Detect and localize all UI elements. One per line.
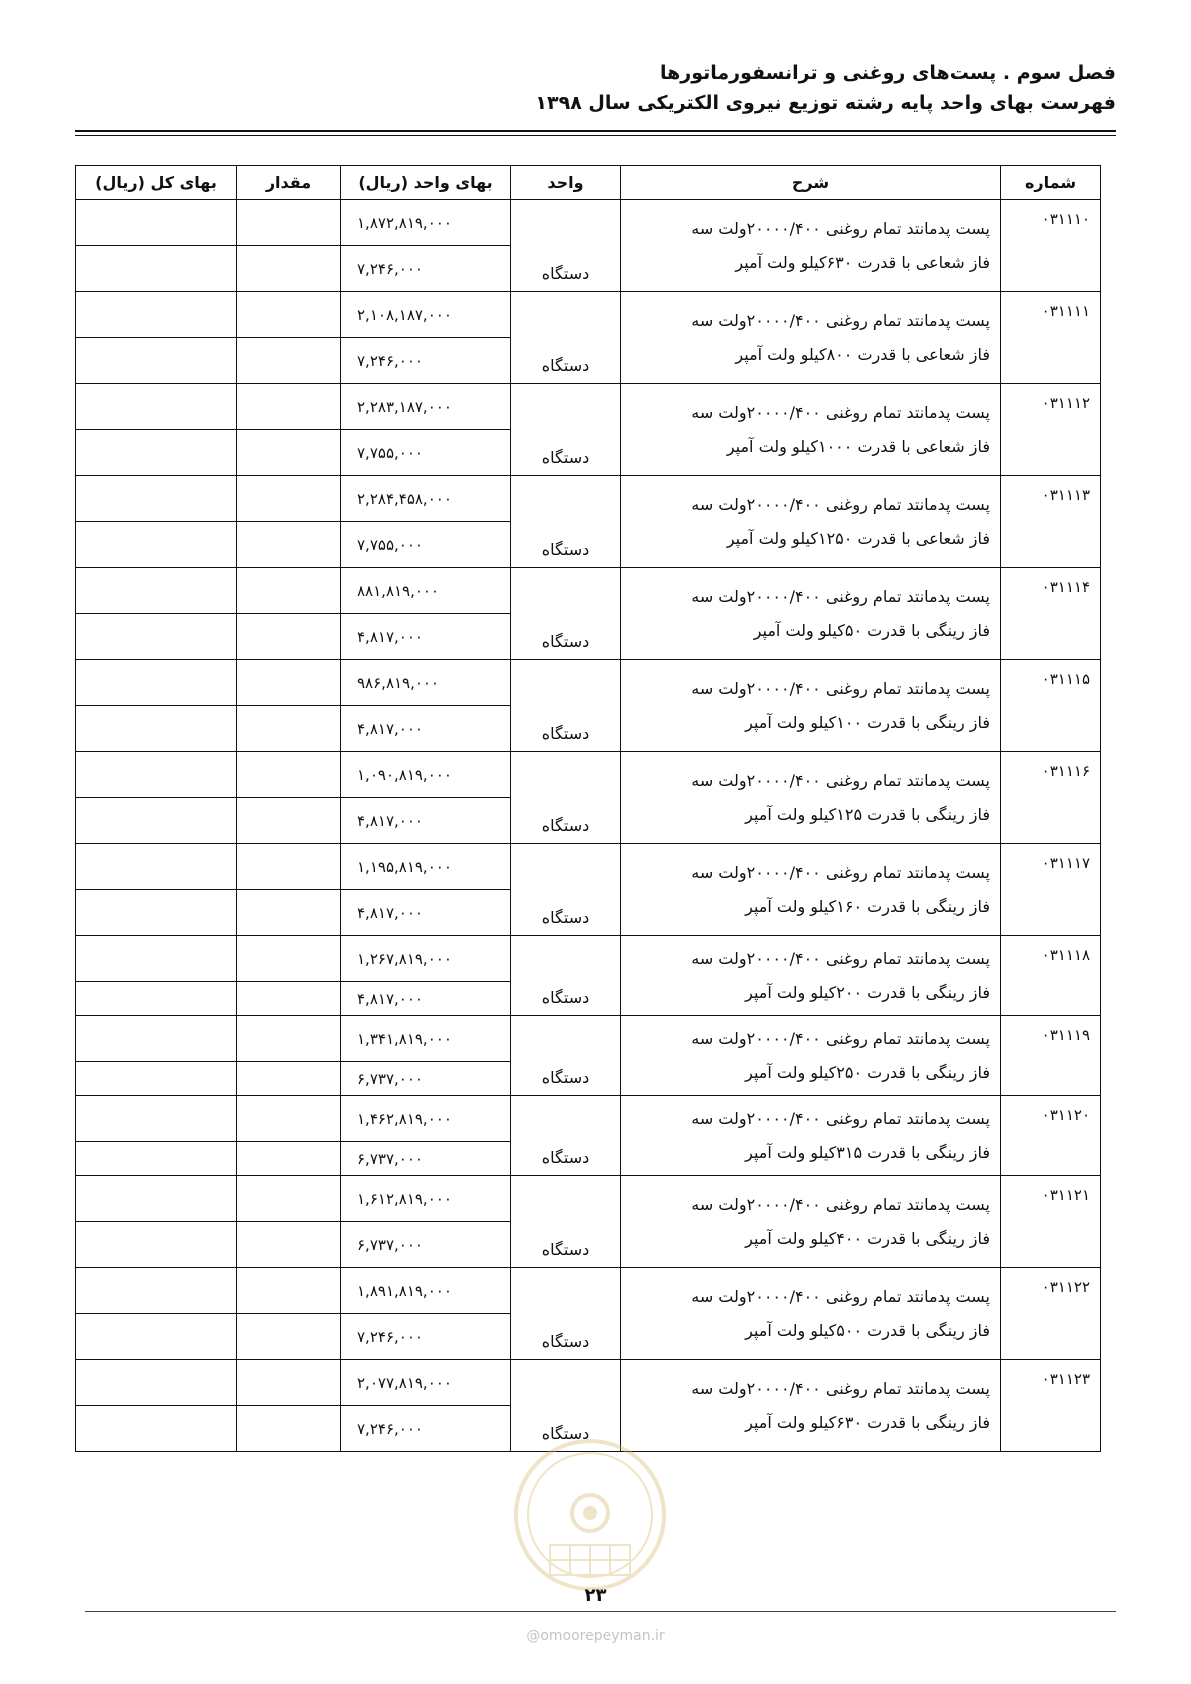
- table-row: [76, 752, 1101, 798]
- footer-rule: [85, 1611, 1116, 1612]
- table-row: [76, 660, 1101, 706]
- item-quantity-cell: [237, 1142, 341, 1176]
- item-unit-price-primary: ۱,۰۹۰,۸۱۹,۰۰۰: [341, 752, 511, 798]
- item-unit-price-secondary: ۷,۲۴۶,۰۰۰: [341, 1406, 511, 1452]
- item-description-line1: پست پدمانتد تمام روغنی ۲۰۰۰۰/۴۰۰ولت سه: [691, 1028, 990, 1048]
- item-description-line1: پست پدمانتد تمام روغنی ۲۰۰۰۰/۴۰۰ولت سه: [691, 402, 990, 422]
- item-unit-price-primary: ۹۸۶,۸۱۹,۰۰۰: [341, 660, 511, 706]
- item-total-cell: [76, 200, 237, 246]
- item-unit-price-secondary: ۴,۸۱۷,۰۰۰: [341, 798, 511, 844]
- item-description-line2: فاز رینگی با قدرت ۴۰۰کیلو ولت آمپر: [745, 1228, 990, 1248]
- item-unit-price-primary: ۱,۶۱۲,۸۱۹,۰۰۰: [341, 1176, 511, 1222]
- item-description-line2: فاز رینگی با قدرت ۱۰۰کیلو ولت آمپر: [745, 712, 990, 732]
- item-total-cell: [76, 1062, 237, 1096]
- item-unit-price-secondary: ۴,۸۱۷,۰۰۰: [341, 706, 511, 752]
- table-row: [76, 1176, 1101, 1222]
- table-row: [76, 844, 1101, 890]
- item-code: ۰۳۱۱۱۸: [1001, 936, 1101, 1016]
- page-header: [75, 58, 1116, 118]
- item-unit-price-primary: ۸۸۱,۸۱۹,۰۰۰: [341, 568, 511, 614]
- item-code: ۰۳۱۱۱۳: [1001, 476, 1101, 568]
- item-description-line2: فاز رینگی با قدرت ۵۰۰کیلو ولت آمپر: [745, 1320, 990, 1340]
- item-total-cell: [76, 844, 237, 890]
- item-description-line1: پست پدمانتد تمام روغنی ۲۰۰۰۰/۴۰۰ولت سه: [691, 586, 990, 606]
- item-description-line1: پست پدمانتد تمام روغنی ۲۰۰۰۰/۴۰۰ولت سه: [691, 948, 990, 968]
- item-total-cell: [76, 1268, 237, 1314]
- item-description-line2: فاز شعاعی با قدرت ۸۰۰کیلو ولت آمپر: [735, 344, 990, 364]
- item-unit-price-secondary: ۶,۷۳۷,۰۰۰: [341, 1062, 511, 1096]
- item-description-line2: فاز شعاعی با قدرت ۶۳۰کیلو ولت آمپر: [735, 252, 990, 272]
- column-header-quantity: مقدار: [237, 166, 341, 200]
- item-unit-price-secondary: ۴,۸۱۷,۰۰۰: [341, 982, 511, 1016]
- item-description: [621, 1096, 1001, 1176]
- item-code: ۰۳۱۱۱۴: [1001, 568, 1101, 660]
- item-total-cell: [76, 706, 237, 752]
- item-code: ۰۳۱۱۱۵: [1001, 660, 1101, 752]
- item-total-cell: [76, 982, 237, 1016]
- watermark-url: @omoorepeyman.ir: [526, 1628, 665, 1644]
- item-total-cell: [76, 798, 237, 844]
- item-description: [621, 568, 1001, 660]
- item-description-line2: فاز رینگی با قدرت ۵۰کیلو ولت آمپر: [753, 620, 990, 640]
- item-quantity-cell: [237, 430, 341, 476]
- item-unit: دستگاه: [511, 936, 621, 1016]
- item-quantity-cell: [237, 752, 341, 798]
- item-unit: دستگاه: [511, 568, 621, 660]
- item-unit-price-primary: ۱,۸۷۲,۸۱۹,۰۰۰: [341, 200, 511, 246]
- item-description-line2: فاز شعاعی با قدرت ۱۰۰۰کیلو ولت آمپر: [726, 436, 990, 456]
- item-description: [621, 476, 1001, 568]
- item-description: [621, 1016, 1001, 1096]
- item-total-cell: [76, 338, 237, 384]
- item-total-cell: [76, 1096, 237, 1142]
- item-total-cell: [76, 660, 237, 706]
- item-quantity-cell: [237, 798, 341, 844]
- page-number: ۲۳: [584, 1585, 607, 1606]
- item-unit: دستگاه: [511, 1176, 621, 1268]
- item-quantity-cell: [237, 890, 341, 936]
- price-list-table: [75, 165, 1101, 1452]
- item-description-line1: پست پدمانتد تمام روغنی ۲۰۰۰۰/۴۰۰ولت سه: [691, 678, 990, 698]
- column-header-unit: واحد: [511, 166, 621, 200]
- item-description-line1: پست پدمانتد تمام روغنی ۲۰۰۰۰/۴۰۰ولت سه: [691, 770, 990, 790]
- item-total-cell: [76, 890, 237, 936]
- item-code: ۰۳۱۱۱۰: [1001, 200, 1101, 292]
- item-description-line1: پست پدمانتد تمام روغنی ۲۰۰۰۰/۴۰۰ولت سه: [691, 1108, 990, 1128]
- table-row: [76, 1360, 1101, 1406]
- item-quantity-cell: [237, 1222, 341, 1268]
- item-code: ۰۳۱۱۲۲: [1001, 1268, 1101, 1360]
- item-description: [621, 936, 1001, 1016]
- item-unit-price-primary: ۱,۳۴۱,۸۱۹,۰۰۰: [341, 1016, 511, 1062]
- item-description-line1: پست پدمانتد تمام روغنی ۲۰۰۰۰/۴۰۰ولت سه: [691, 1286, 990, 1306]
- table-row: [76, 936, 1101, 982]
- item-total-cell: [76, 430, 237, 476]
- item-total-cell: [76, 568, 237, 614]
- item-unit-price-primary: ۲,۰۷۷,۸۱۹,۰۰۰: [341, 1360, 511, 1406]
- item-description: [621, 844, 1001, 936]
- document-subtitle: فهرست بهای واحد پایه رشته توزیع نیروی الکتریکی سال ۱۳۹۸: [535, 92, 1116, 114]
- item-code: ۰۳۱۱۱۹: [1001, 1016, 1101, 1096]
- item-total-cell: [76, 1222, 237, 1268]
- item-unit-price-primary: ۱,۱۹۵,۸۱۹,۰۰۰: [341, 844, 511, 890]
- item-description: [621, 1176, 1001, 1268]
- item-unit: دستگاه: [511, 292, 621, 384]
- item-unit-price-secondary: ۶,۷۳۷,۰۰۰: [341, 1222, 511, 1268]
- item-total-cell: [76, 1176, 237, 1222]
- item-quantity-cell: [237, 1176, 341, 1222]
- item-quantity-cell: [237, 246, 341, 292]
- item-unit-price-primary: ۱,۲۶۷,۸۱۹,۰۰۰: [341, 936, 511, 982]
- table-row: [76, 568, 1101, 614]
- item-quantity-cell: [237, 1062, 341, 1096]
- item-total-cell: [76, 1016, 237, 1062]
- item-unit-price-secondary: ۶,۷۳۷,۰۰۰: [341, 1142, 511, 1176]
- item-unit-price-secondary: ۴,۸۱۷,۰۰۰: [341, 614, 511, 660]
- item-unit: دستگاه: [511, 844, 621, 936]
- item-quantity-cell: [237, 1406, 341, 1452]
- table-row: [76, 1268, 1101, 1314]
- item-description-line2: فاز رینگی با قدرت ۶۳۰کیلو ولت آمپر: [745, 1412, 990, 1432]
- table-row: [76, 1016, 1101, 1062]
- item-code: ۰۳۱۱۱۱: [1001, 292, 1101, 384]
- item-unit: دستگاه: [511, 1016, 621, 1096]
- table-row: [76, 476, 1101, 522]
- item-unit-price-primary: ۱,۴۶۲,۸۱۹,۰۰۰: [341, 1096, 511, 1142]
- item-quantity-cell: [237, 1360, 341, 1406]
- item-quantity-cell: [237, 522, 341, 568]
- item-description: [621, 200, 1001, 292]
- item-quantity-cell: [237, 614, 341, 660]
- item-total-cell: [76, 1314, 237, 1360]
- item-total-cell: [76, 476, 237, 522]
- item-unit-price-secondary: ۷,۷۵۵,۰۰۰: [341, 430, 511, 476]
- item-quantity-cell: [237, 384, 341, 430]
- column-header-unit-price: بهای واحد (ریال): [341, 166, 511, 200]
- item-total-cell: [76, 614, 237, 660]
- item-unit: دستگاه: [511, 476, 621, 568]
- item-unit: دستگاه: [511, 1268, 621, 1360]
- item-unit: دستگاه: [511, 660, 621, 752]
- table-row: [76, 384, 1101, 430]
- item-description-line2: فاز شعاعی با قدرت ۱۲۵۰کیلو ولت آمپر: [726, 528, 990, 548]
- column-header-description: شرح: [621, 166, 1001, 200]
- item-description: [621, 752, 1001, 844]
- item-code: ۰۳۱۱۱۶: [1001, 752, 1101, 844]
- chapter-title: فصل سوم . پست‌های روغنی و ترانسفورماتورها: [659, 62, 1116, 84]
- item-quantity-cell: [237, 706, 341, 752]
- item-total-cell: [76, 292, 237, 338]
- item-description: [621, 1360, 1001, 1452]
- item-unit-price-primary: ۲,۲۸۴,۴۵۸,۰۰۰: [341, 476, 511, 522]
- item-unit-price-secondary: ۷,۷۵۵,۰۰۰: [341, 522, 511, 568]
- header-rule-thin: [75, 135, 1116, 136]
- item-quantity-cell: [237, 200, 341, 246]
- item-unit: دستگاه: [511, 384, 621, 476]
- table-body: [76, 200, 1101, 1452]
- column-header-code: شماره: [1001, 166, 1101, 200]
- item-unit: دستگاه: [511, 1096, 621, 1176]
- item-unit-price-secondary: ۴,۸۱۷,۰۰۰: [341, 890, 511, 936]
- item-total-cell: [76, 1360, 237, 1406]
- item-description: [621, 292, 1001, 384]
- item-unit-price-secondary: ۷,۲۴۶,۰۰۰: [341, 338, 511, 384]
- item-description: [621, 384, 1001, 476]
- item-total-cell: [76, 752, 237, 798]
- item-total-cell: [76, 246, 237, 292]
- item-total-cell: [76, 1406, 237, 1452]
- item-description-line1: پست پدمانتد تمام روغنی ۲۰۰۰۰/۴۰۰ولت سه: [691, 1194, 990, 1214]
- table-row: [76, 200, 1101, 246]
- table-row: [76, 292, 1101, 338]
- item-description-line1: پست پدمانتد تمام روغنی ۲۰۰۰۰/۴۰۰ولت سه: [691, 494, 990, 514]
- table-row: [76, 1096, 1101, 1142]
- item-description: [621, 1268, 1001, 1360]
- item-unit: دستگاه: [511, 752, 621, 844]
- item-unit: دستگاه: [511, 200, 621, 292]
- column-header-total-price: بهای کل (ریال): [76, 166, 237, 200]
- item-unit-price-primary: ۲,۱۰۸,۱۸۷,۰۰۰: [341, 292, 511, 338]
- item-code: ۰۳۱۱۲۱: [1001, 1176, 1101, 1268]
- item-description-line1: پست پدمانتد تمام روغنی ۲۰۰۰۰/۴۰۰ولت سه: [691, 218, 990, 238]
- item-code: ۰۳۱۱۲۰: [1001, 1096, 1101, 1176]
- item-quantity-cell: [237, 982, 341, 1016]
- item-quantity-cell: [237, 1016, 341, 1062]
- item-description-line2: فاز رینگی با قدرت ۱۲۵کیلو ولت آمپر: [745, 804, 990, 824]
- item-description-line1: پست پدمانتد تمام روغنی ۲۰۰۰۰/۴۰۰ولت سه: [691, 1378, 990, 1398]
- item-quantity-cell: [237, 1314, 341, 1360]
- item-description-line2: فاز رینگی با قدرت ۱۶۰کیلو ولت آمپر: [745, 896, 990, 916]
- item-total-cell: [76, 384, 237, 430]
- item-code: ۰۳۱۱۱۲: [1001, 384, 1101, 476]
- item-unit-price-secondary: ۷,۲۴۶,۰۰۰: [341, 246, 511, 292]
- item-unit-price-secondary: ۷,۲۴۶,۰۰۰: [341, 1314, 511, 1360]
- item-quantity-cell: [237, 1268, 341, 1314]
- watermark-seal: [510, 1435, 670, 1595]
- item-quantity-cell: [237, 476, 341, 522]
- item-quantity-cell: [237, 292, 341, 338]
- item-description-line2: فاز رینگی با قدرت ۲۰۰کیلو ولت آمپر: [745, 982, 990, 1002]
- item-description-line1: پست پدمانتد تمام روغنی ۲۰۰۰۰/۴۰۰ولت سه: [691, 310, 990, 330]
- item-unit-price-primary: ۱,۸۹۱,۸۱۹,۰۰۰: [341, 1268, 511, 1314]
- item-quantity-cell: [237, 844, 341, 890]
- item-quantity-cell: [237, 936, 341, 982]
- item-total-cell: [76, 936, 237, 982]
- item-description-line1: پست پدمانتد تمام روغنی ۲۰۰۰۰/۴۰۰ولت سه: [691, 862, 990, 882]
- table-header-row: [76, 166, 1101, 200]
- item-unit: دستگاه: [511, 1360, 621, 1452]
- header-rule-thick: [75, 130, 1116, 132]
- item-quantity-cell: [237, 338, 341, 384]
- item-description-line2: فاز رینگی با قدرت ۲۵۰کیلو ولت آمپر: [745, 1062, 990, 1082]
- item-total-cell: [76, 522, 237, 568]
- item-quantity-cell: [237, 568, 341, 614]
- item-description-line2: فاز رینگی با قدرت ۳۱۵کیلو ولت آمپر: [745, 1142, 990, 1162]
- item-total-cell: [76, 1142, 237, 1176]
- item-quantity-cell: [237, 1096, 341, 1142]
- item-unit-price-primary: ۲,۲۸۳,۱۸۷,۰۰۰: [341, 384, 511, 430]
- item-code: ۰۳۱۱۲۳: [1001, 1360, 1101, 1452]
- item-quantity-cell: [237, 660, 341, 706]
- item-description: [621, 660, 1001, 752]
- item-code: ۰۳۱۱۱۷: [1001, 844, 1101, 936]
